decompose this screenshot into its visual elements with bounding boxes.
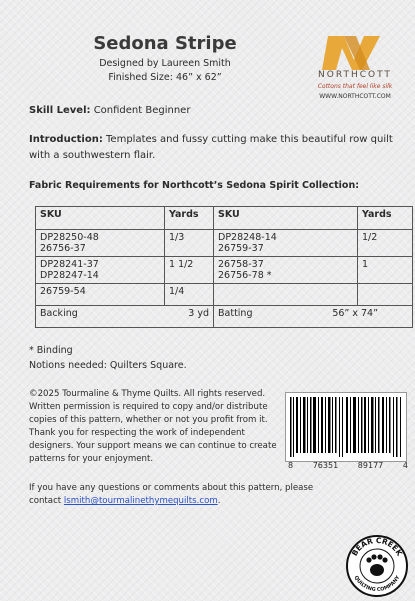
sku-text: 26756-78 * <box>218 270 272 281</box>
table-row-backing-batting <box>36 306 413 328</box>
table-cell-sku <box>214 230 358 257</box>
backing-cell <box>36 306 214 328</box>
contact-text: If you have any questions or comments about this pattern, please contact <box>29 483 314 506</box>
bear-logo-top-text: BEAR CREEK <box>349 535 405 558</box>
skill-label: Skill Level: <box>29 105 91 116</box>
binding-note: * Binding <box>29 345 73 356</box>
table-cell-sku <box>214 284 358 306</box>
barcode-group-2: 89177 <box>357 461 384 470</box>
bear-creek-logo-icon <box>344 533 410 599</box>
barcode-digit-right: 4 <box>402 461 408 470</box>
table-cell-sku <box>36 230 165 257</box>
contact-email-link[interactable]: lsmith@tourmalinethymequilts.com <box>63 496 218 506</box>
header-sku-1: SKU <box>36 207 165 230</box>
brand-name: NORTHCOTT <box>318 70 392 80</box>
barcode-group-1: 76351 <box>312 461 339 470</box>
sku-text: DP28247-14 <box>40 270 99 281</box>
table-cell-yards: 1/2 <box>358 230 413 257</box>
table-cell-yards: 1/4 <box>165 284 214 306</box>
batting-cell <box>214 306 413 328</box>
notions-note: Notions needed: Quilters Square. <box>29 360 187 371</box>
batting-label: Batting <box>218 308 253 319</box>
table-row <box>36 284 413 306</box>
pattern-title: Sedona Stripe <box>93 33 237 54</box>
skill-level <box>29 103 190 119</box>
backing-label: Backing <box>40 308 78 319</box>
batting-value: 56” x 74” <box>332 308 378 319</box>
copyright-text: ©2025 Tourmaline & Thyme Quilts. All rights reserved. Written permission is required to copy and/or distribute copies of this pattern, whether or not you profit from it. Thank you for respecting the work of independent designers. Your support means we can continue to create patterns for your enjoyment. <box>29 389 277 464</box>
barcode-icon <box>285 392 407 462</box>
brand-tagline: Cottons that feel like silk <box>317 83 393 90</box>
contact-end: . <box>217 496 221 506</box>
table-row <box>36 257 413 284</box>
sku-text: DP28241-37 <box>40 259 99 270</box>
sku-text: DP28248-14 <box>218 232 277 243</box>
sku-text: 26759-37 <box>218 243 264 254</box>
table-cell-sku: 26759-54 <box>36 284 165 306</box>
designer-credit: Designed by Laureen Smith <box>99 58 231 69</box>
table-header-row <box>36 207 413 230</box>
fabric-requirements-table <box>35 206 413 328</box>
barcode-digit-left: 8 <box>288 461 294 470</box>
fabric-heading: Fabric Requirements for Northcott’s Sedona Spirit Collection: <box>29 180 360 191</box>
backing-value: 3 yd <box>188 308 209 319</box>
table-row <box>36 230 413 257</box>
intro-label: Introduction: <box>29 134 103 145</box>
header-sku-2: SKU <box>214 207 358 230</box>
intro-text: Templates and fussy cutting make this beautiful row quilt with a southwestern flair. <box>29 134 393 161</box>
table-cell-yards: 1 <box>358 257 413 284</box>
sku-text: 26758-37 <box>218 259 264 270</box>
finished-size: Finished Size: 46” x 62” <box>108 72 222 83</box>
header-yards-2: Yards <box>358 207 413 230</box>
skill-value: Confident Beginner <box>93 105 191 116</box>
table-cell-yards <box>358 284 413 306</box>
northcott-logo-icon <box>300 30 410 102</box>
table-cell-sku <box>36 257 165 284</box>
barcode-digits <box>288 461 408 470</box>
table-cell-sku <box>214 257 358 284</box>
sku-text: DP28250-48 <box>40 232 99 243</box>
introduction <box>29 132 404 164</box>
table-cell-yards: 1/3 <box>165 230 214 257</box>
brand-url: WWW.NORTHCOTT.COM <box>319 93 391 100</box>
contact-paragraph <box>29 482 319 508</box>
bear-logo-bottom-text: QUILTING COMPANY <box>352 574 402 594</box>
header-yards-1: Yards <box>165 207 214 230</box>
sku-text: 26756-37 <box>40 243 86 254</box>
table-cell-yards: 1 1/2 <box>165 257 214 284</box>
